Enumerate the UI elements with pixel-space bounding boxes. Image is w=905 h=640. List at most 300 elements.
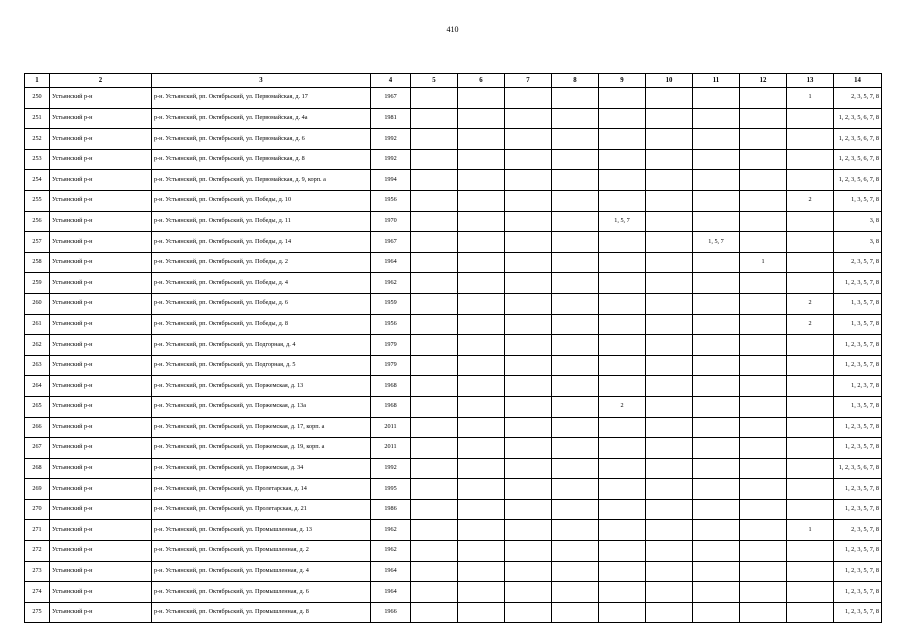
col10-cell — [646, 273, 693, 294]
col7-cell — [505, 129, 552, 150]
col5-cell — [411, 438, 458, 459]
col6-cell — [458, 88, 505, 109]
col8-cell — [552, 170, 599, 191]
district-cell: Устьянский р-н — [50, 293, 152, 314]
col13-cell — [787, 458, 834, 479]
col14-cell: 1, 2, 3, 5, 7, 8 — [834, 602, 882, 623]
col11-cell — [693, 335, 740, 356]
col8-cell — [552, 273, 599, 294]
col12-cell — [740, 541, 787, 562]
address-cell: р-н. Устьянский, рп. Октябрьский, ул. Промышленная, д. 13 — [152, 520, 371, 541]
col7-cell — [505, 108, 552, 129]
district-cell: Устьянский р-н — [50, 232, 152, 253]
col9-cell — [599, 108, 646, 129]
col10-cell — [646, 355, 693, 376]
address-cell: р-н. Устьянский, рп. Октябрьский, ул. Поржемская, д. 19, корп. а — [152, 438, 371, 459]
col11-cell — [693, 293, 740, 314]
col13-cell: 2 — [787, 293, 834, 314]
col12-cell — [740, 458, 787, 479]
col10-cell — [646, 376, 693, 397]
address-cell: р-н. Устьянский, рп. Октябрьский, ул. Первомайская, д. 4а — [152, 108, 371, 129]
col13-cell: 2 — [787, 314, 834, 335]
row-number-cell: 267 — [25, 438, 50, 459]
col9-cell — [599, 170, 646, 191]
col11-cell — [693, 479, 740, 500]
table-row — [25, 129, 882, 150]
col13-cell — [787, 541, 834, 562]
year-cell: 1992 — [371, 458, 411, 479]
year-cell: 1992 — [371, 129, 411, 150]
row-number-cell: 265 — [25, 396, 50, 417]
col7-cell — [505, 252, 552, 273]
col14-cell: 1, 2, 3, 5, 7, 8 — [834, 355, 882, 376]
col6-cell — [458, 129, 505, 150]
row-number-cell: 268 — [25, 458, 50, 479]
year-cell: 1981 — [371, 108, 411, 129]
col8-cell — [552, 108, 599, 129]
col5-cell — [411, 211, 458, 232]
col8-cell — [552, 376, 599, 397]
district-cell: Устьянский р-н — [50, 129, 152, 150]
address-cell: р-н. Устьянский, рп. Октябрьский, ул. Подгорная, д. 5 — [152, 355, 371, 376]
col9-cell — [599, 602, 646, 623]
table-row — [25, 376, 882, 397]
col12-cell — [740, 335, 787, 356]
row-number-cell: 261 — [25, 314, 50, 335]
row-number-cell: 271 — [25, 520, 50, 541]
col14-cell: 1, 2, 3, 5, 6, 7, 8 — [834, 170, 882, 191]
address-cell: р-н. Устьянский, рп. Октябрьский, ул. Промышленная, д. 2 — [152, 541, 371, 562]
col11-cell — [693, 541, 740, 562]
col13-cell: 1 — [787, 520, 834, 541]
col12-cell — [740, 602, 787, 623]
col7-cell — [505, 582, 552, 603]
col8-cell — [552, 499, 599, 520]
col6-cell — [458, 541, 505, 562]
col11-cell — [693, 211, 740, 232]
col7-cell — [505, 211, 552, 232]
col6-cell — [458, 396, 505, 417]
col7-cell — [505, 149, 552, 170]
col6-cell — [458, 355, 505, 376]
table-row — [25, 582, 882, 603]
district-cell: Устьянский р-н — [50, 108, 152, 129]
year-cell: 1986 — [371, 499, 411, 520]
table-row — [25, 479, 882, 500]
col6-cell — [458, 190, 505, 211]
col14-cell: 2, 3, 5, 7, 8 — [834, 252, 882, 273]
col12-cell — [740, 88, 787, 109]
col11-cell — [693, 252, 740, 273]
year-cell: 2011 — [371, 417, 411, 438]
col10-cell — [646, 541, 693, 562]
col11-cell — [693, 129, 740, 150]
col5-cell — [411, 479, 458, 500]
table-row — [25, 211, 882, 232]
column-header-2: 2 — [50, 74, 152, 88]
col9-cell — [599, 541, 646, 562]
col9-cell — [599, 335, 646, 356]
district-cell: Устьянский р-н — [50, 88, 152, 109]
col11-cell — [693, 149, 740, 170]
col5-cell — [411, 582, 458, 603]
col10-cell — [646, 293, 693, 314]
table-row — [25, 88, 882, 109]
year-cell: 1967 — [371, 88, 411, 109]
col7-cell — [505, 438, 552, 459]
col11-cell — [693, 190, 740, 211]
col8-cell — [552, 458, 599, 479]
col12-cell — [740, 108, 787, 129]
col12-cell — [740, 211, 787, 232]
row-number-cell: 272 — [25, 541, 50, 562]
col8-cell — [552, 438, 599, 459]
year-cell: 1970 — [371, 211, 411, 232]
column-header-3: 3 — [152, 74, 371, 88]
col9-cell — [599, 355, 646, 376]
col14-cell: 1, 2, 3, 5, 7, 8 — [834, 582, 882, 603]
col9-cell: 1, 5, 7 — [599, 211, 646, 232]
table-row — [25, 458, 882, 479]
col11-cell — [693, 561, 740, 582]
address-cell: р-н. Устьянский, рп. Октябрьский, ул. Победы, д. 6 — [152, 293, 371, 314]
col7-cell — [505, 376, 552, 397]
year-cell: 1994 — [371, 170, 411, 191]
district-cell: Устьянский р-н — [50, 273, 152, 294]
address-cell: р-н. Устьянский, рп. Октябрьский, ул. Победы, д. 10 — [152, 190, 371, 211]
col11-cell — [693, 170, 740, 191]
col9-cell — [599, 458, 646, 479]
col11-cell — [693, 458, 740, 479]
column-header-4: 4 — [371, 74, 411, 88]
col10-cell — [646, 499, 693, 520]
col12-cell — [740, 355, 787, 376]
year-cell: 1959 — [371, 293, 411, 314]
row-number-cell: 256 — [25, 211, 50, 232]
col6-cell — [458, 170, 505, 191]
address-cell: р-н. Устьянский, рп. Октябрьский, ул. Первомайская, д. 9, корп. а — [152, 170, 371, 191]
col12-cell: 1 — [740, 252, 787, 273]
col14-cell: 1, 3, 5, 7, 8 — [834, 314, 882, 335]
address-cell: р-н. Устьянский, рп. Октябрьский, ул. Пролетарская, д. 21 — [152, 499, 371, 520]
table-row — [25, 396, 882, 417]
col5-cell — [411, 355, 458, 376]
year-cell: 2011 — [371, 438, 411, 459]
row-number-cell: 258 — [25, 252, 50, 273]
col10-cell — [646, 88, 693, 109]
col7-cell — [505, 520, 552, 541]
row-number-cell: 269 — [25, 479, 50, 500]
col13-cell — [787, 582, 834, 603]
year-cell: 1967 — [371, 232, 411, 253]
col8-cell — [552, 293, 599, 314]
row-number-cell: 260 — [25, 293, 50, 314]
col10-cell — [646, 232, 693, 253]
col12-cell — [740, 293, 787, 314]
col9-cell: 2 — [599, 396, 646, 417]
col14-cell: 1, 2, 3, 5, 7, 8 — [834, 479, 882, 500]
col9-cell — [599, 190, 646, 211]
col7-cell — [505, 561, 552, 582]
year-cell: 1992 — [371, 149, 411, 170]
row-number-cell: 270 — [25, 499, 50, 520]
col8-cell — [552, 396, 599, 417]
column-header-5: 5 — [411, 74, 458, 88]
col11-cell — [693, 314, 740, 335]
col5-cell — [411, 314, 458, 335]
row-number-cell: 252 — [25, 129, 50, 150]
col7-cell — [505, 88, 552, 109]
col6-cell — [458, 438, 505, 459]
address-cell: р-н. Устьянский, рп. Октябрьский, ул. Победы, д. 8 — [152, 314, 371, 335]
column-header-12: 12 — [740, 74, 787, 88]
col10-cell — [646, 335, 693, 356]
col7-cell — [505, 170, 552, 191]
col7-cell — [505, 190, 552, 211]
col13-cell — [787, 479, 834, 500]
col9-cell — [599, 499, 646, 520]
col5-cell — [411, 458, 458, 479]
col14-cell: 1, 3, 5, 7, 8 — [834, 190, 882, 211]
col14-cell: 1, 2, 3, 5, 7, 8 — [834, 417, 882, 438]
district-cell: Устьянский р-н — [50, 541, 152, 562]
row-number-cell: 254 — [25, 170, 50, 191]
col7-cell — [505, 355, 552, 376]
address-cell: р-н. Устьянский, рп. Октябрьский, ул. Подгорная, д. 4 — [152, 335, 371, 356]
col10-cell — [646, 314, 693, 335]
row-number-cell: 264 — [25, 376, 50, 397]
col11-cell — [693, 108, 740, 129]
col7-cell — [505, 232, 552, 253]
col13-cell — [787, 273, 834, 294]
col8-cell — [552, 314, 599, 335]
col11-cell — [693, 582, 740, 603]
col12-cell — [740, 314, 787, 335]
column-header-11: 11 — [693, 74, 740, 88]
district-cell: Устьянский р-н — [50, 520, 152, 541]
col7-cell — [505, 541, 552, 562]
row-number-cell: 257 — [25, 232, 50, 253]
col11-cell — [693, 396, 740, 417]
table-row — [25, 541, 882, 562]
col7-cell — [505, 602, 552, 623]
col11-cell — [693, 438, 740, 459]
year-cell: 1962 — [371, 541, 411, 562]
col10-cell — [646, 211, 693, 232]
col12-cell — [740, 170, 787, 191]
year-cell: 1966 — [371, 602, 411, 623]
row-number-cell: 274 — [25, 582, 50, 603]
col13-cell — [787, 396, 834, 417]
col14-cell: 1, 2, 3, 5, 7, 8 — [834, 541, 882, 562]
district-cell: Устьянский р-н — [50, 211, 152, 232]
col13-cell — [787, 438, 834, 459]
col6-cell — [458, 458, 505, 479]
col9-cell — [599, 149, 646, 170]
col5-cell — [411, 499, 458, 520]
col14-cell: 1, 2, 3, 5, 7, 8 — [834, 561, 882, 582]
address-cell: р-н. Устьянский, рп. Октябрьский, ул. Поржемская, д. 13 — [152, 376, 371, 397]
column-header-10: 10 — [646, 74, 693, 88]
col9-cell — [599, 88, 646, 109]
col8-cell — [552, 520, 599, 541]
district-cell: Устьянский р-н — [50, 396, 152, 417]
year-cell: 1964 — [371, 561, 411, 582]
year-cell: 1962 — [371, 273, 411, 294]
col10-cell — [646, 561, 693, 582]
col13-cell — [787, 170, 834, 191]
col12-cell — [740, 561, 787, 582]
col14-cell: 1, 2, 3, 5, 7, 8 — [834, 273, 882, 294]
table-row — [25, 355, 882, 376]
col9-cell — [599, 376, 646, 397]
col14-cell: 1, 2, 3, 7, 8 — [834, 376, 882, 397]
col10-cell — [646, 520, 693, 541]
col6-cell — [458, 252, 505, 273]
column-header-9: 9 — [599, 74, 646, 88]
col7-cell — [505, 293, 552, 314]
col10-cell — [646, 417, 693, 438]
col11-cell — [693, 355, 740, 376]
column-header-13: 13 — [787, 74, 834, 88]
col8-cell — [552, 479, 599, 500]
row-number-cell: 263 — [25, 355, 50, 376]
column-header-6: 6 — [458, 74, 505, 88]
col8-cell — [552, 602, 599, 623]
address-cell: р-н. Устьянский, рп. Октябрьский, ул. Победы, д. 4 — [152, 273, 371, 294]
district-cell: Устьянский р-н — [50, 582, 152, 603]
year-cell: 1979 — [371, 355, 411, 376]
year-cell: 1995 — [371, 479, 411, 500]
col13-cell — [787, 129, 834, 150]
col10-cell — [646, 108, 693, 129]
column-header-7: 7 — [505, 74, 552, 88]
col5-cell — [411, 108, 458, 129]
col9-cell — [599, 520, 646, 541]
col14-cell: 1, 2, 3, 5, 6, 7, 8 — [834, 108, 882, 129]
table-row — [25, 417, 882, 438]
col13-cell: 2 — [787, 190, 834, 211]
col14-cell: 1, 2, 3, 5, 7, 8 — [834, 335, 882, 356]
district-cell: Устьянский р-н — [50, 149, 152, 170]
col5-cell — [411, 149, 458, 170]
year-cell: 1962 — [371, 520, 411, 541]
col6-cell — [458, 232, 505, 253]
col14-cell: 3, 8 — [834, 232, 882, 253]
col9-cell — [599, 438, 646, 459]
row-number-cell: 253 — [25, 149, 50, 170]
address-cell: р-н. Устьянский, рп. Октябрьский, ул. Промышленная, д. 8 — [152, 602, 371, 623]
address-cell: р-н. Устьянский, рп. Октябрьский, ул. Победы, д. 11 — [152, 211, 371, 232]
col5-cell — [411, 520, 458, 541]
address-cell: р-н. Устьянский, рп. Октябрьский, ул. Поржемская, д. 34 — [152, 458, 371, 479]
col5-cell — [411, 417, 458, 438]
col8-cell — [552, 252, 599, 273]
col14-cell: 1, 3, 5, 7, 8 — [834, 396, 882, 417]
district-cell: Устьянский р-н — [50, 376, 152, 397]
table-row — [25, 232, 882, 253]
col5-cell — [411, 293, 458, 314]
table-row — [25, 252, 882, 273]
col8-cell — [552, 541, 599, 562]
year-cell: 1964 — [371, 582, 411, 603]
year-cell: 1979 — [371, 335, 411, 356]
column-header-1: 1 — [25, 74, 50, 88]
year-cell: 1956 — [371, 190, 411, 211]
row-number-cell: 250 — [25, 88, 50, 109]
district-cell: Устьянский р-н — [50, 355, 152, 376]
col13-cell — [787, 602, 834, 623]
col5-cell — [411, 88, 458, 109]
district-cell: Устьянский р-н — [50, 602, 152, 623]
col8-cell — [552, 335, 599, 356]
col9-cell — [599, 252, 646, 273]
col5-cell — [411, 602, 458, 623]
col12-cell — [740, 149, 787, 170]
col10-cell — [646, 149, 693, 170]
district-cell: Устьянский р-н — [50, 499, 152, 520]
row-number-cell: 266 — [25, 417, 50, 438]
col13-cell — [787, 417, 834, 438]
col5-cell — [411, 129, 458, 150]
col10-cell — [646, 479, 693, 500]
district-cell: Устьянский р-н — [50, 314, 152, 335]
col11-cell — [693, 376, 740, 397]
col5-cell — [411, 190, 458, 211]
col12-cell — [740, 582, 787, 603]
table-row — [25, 520, 882, 541]
col14-cell: 1, 3, 5, 7, 8 — [834, 293, 882, 314]
col9-cell — [599, 129, 646, 150]
col8-cell — [552, 129, 599, 150]
address-cell: р-н. Устьянский, рп. Октябрьский, ул. Поржемская, д. 17, корп. а — [152, 417, 371, 438]
col12-cell — [740, 396, 787, 417]
table-row — [25, 273, 882, 294]
col14-cell: 2, 3, 5, 7, 8 — [834, 520, 882, 541]
col7-cell — [505, 417, 552, 438]
row-number-cell: 262 — [25, 335, 50, 356]
row-number-cell: 273 — [25, 561, 50, 582]
col12-cell — [740, 417, 787, 438]
col10-cell — [646, 602, 693, 623]
col10-cell — [646, 170, 693, 191]
col8-cell — [552, 149, 599, 170]
col11-cell — [693, 273, 740, 294]
col11-cell — [693, 499, 740, 520]
col7-cell — [505, 335, 552, 356]
col7-cell — [505, 396, 552, 417]
col11-cell — [693, 88, 740, 109]
table-row — [25, 499, 882, 520]
table-body — [25, 88, 882, 623]
col10-cell — [646, 396, 693, 417]
col6-cell — [458, 149, 505, 170]
col12-cell — [740, 479, 787, 500]
address-cell: р-н. Устьянский, рп. Октябрьский, ул. Победы, д. 2 — [152, 252, 371, 273]
address-cell: р-н. Устьянский, рп. Октябрьский, ул. Победы, д. 14 — [152, 232, 371, 253]
col12-cell — [740, 190, 787, 211]
table-row — [25, 438, 882, 459]
col10-cell — [646, 252, 693, 273]
col12-cell — [740, 499, 787, 520]
col13-cell — [787, 561, 834, 582]
col8-cell — [552, 190, 599, 211]
col12-cell — [740, 129, 787, 150]
row-number-cell: 255 — [25, 190, 50, 211]
col6-cell — [458, 273, 505, 294]
year-cell: 1956 — [371, 314, 411, 335]
address-cell: р-н. Устьянский, рп. Октябрьский, ул. Поржемская, д. 13а — [152, 396, 371, 417]
